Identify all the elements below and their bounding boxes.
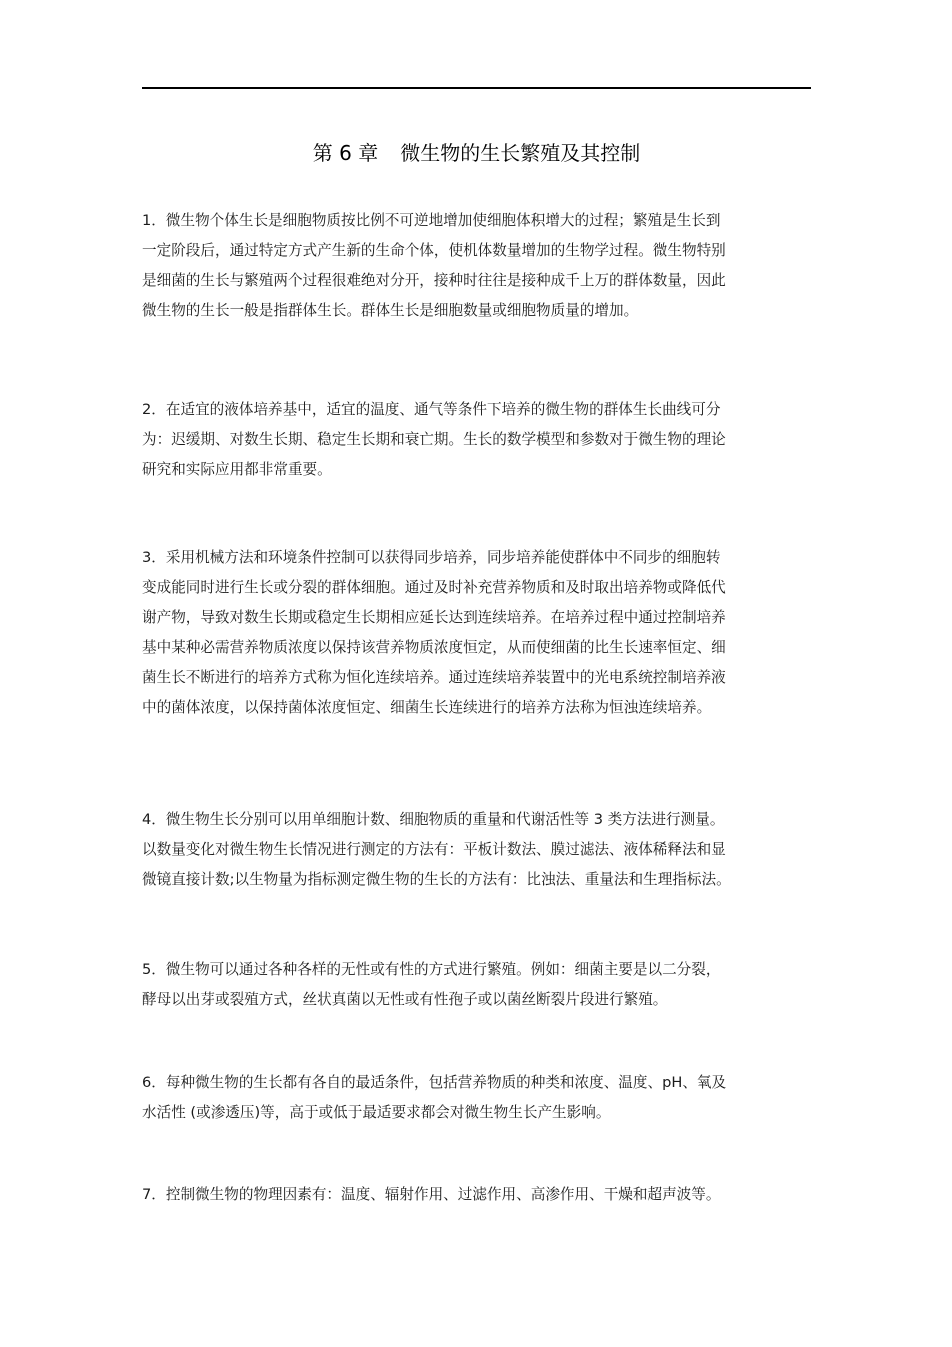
paragraph-6 bbox=[142, 1068, 812, 1128]
paragraph-line: 研究和实际应用都非常重要。 bbox=[142, 461, 332, 478]
paragraph-line: 酵母以出芽或裂殖方式，丝状真菌以无性或有性孢子或以菌丝断裂片段进行繁殖。 bbox=[142, 991, 668, 1008]
paragraph-line: 微生物可以通过各种各样的无性或有性的方式进行繁殖。例如：细菌主要是以二分裂， bbox=[165, 961, 721, 978]
paragraph-number: 7． bbox=[142, 1186, 166, 1203]
paragraph-4 bbox=[142, 805, 812, 895]
paragraph-3 bbox=[142, 543, 812, 723]
chapter-title bbox=[142, 137, 811, 169]
paragraph-line: 微镜直接计数;以生物量为指标测定微生物的生长的方法有：比浊法、重量法和生理指标法。 bbox=[142, 871, 731, 888]
paragraph-line: 微生物生长分别可以用单细胞计数、细胞物质的重量和代谢活性等 3 类方法进行测量。 bbox=[165, 811, 725, 828]
paragraph-number: 3． bbox=[142, 549, 166, 566]
paragraph-number: 5． bbox=[142, 961, 166, 978]
paragraph-line: 中的菌体浓度，以保持菌体浓度恒定、细菌生长连续进行的培养方法称为恒浊连续培养。 bbox=[142, 699, 712, 716]
paragraph-7 bbox=[142, 1180, 812, 1210]
header-rule bbox=[142, 87, 811, 89]
chapter-title-text: 微生物的生长繁殖及其控制 bbox=[400, 141, 641, 166]
paragraph-line: 在适宜的液体培养基中，适宜的温度、通气等条件下培养的微生物的群体生长曲线可分 bbox=[165, 401, 721, 418]
paragraph-line: 变成能同时进行生长或分裂的群体细胞。通过及时补充营养物质和及时取出培养物或降低代 bbox=[142, 579, 726, 596]
paragraph-line: 谢产物，导致对数生长期或稳定生长期相应延长达到连续培养。在培养过程中通过控制培养 bbox=[142, 609, 726, 626]
paragraph-line: 每种微生物的生长都有各自的最适条件，包括营养物质的种类和浓度、温度、pH、氧及 bbox=[165, 1074, 727, 1091]
paragraph-line: 菌生长不断进行的培养方式称为恒化连续培养。通过连续培养装置中的光电系统控制培养液 bbox=[142, 669, 726, 686]
paragraph-line: 以数量变化对微生物生长情况进行测定的方法有：平板计数法、膜过滤法、液体稀释法和显 bbox=[142, 841, 726, 858]
paragraph-line: 控制微生物的物理因素有：温度、辐射作用、过滤作用、高渗作用、干燥和超声波等。 bbox=[165, 1186, 721, 1203]
paragraph-1 bbox=[142, 206, 812, 326]
paragraph-number: 4． bbox=[142, 811, 166, 828]
paragraph-line: 微生物个体生长是细胞物质按比例不可逆地增加使细胞体积增大的过程；繁殖是生长到 bbox=[165, 212, 721, 229]
paragraph-line: 为：迟缓期、对数生长期、稳定生长期和衰亡期。生长的数学模型和参数对于微生物的理论 bbox=[142, 431, 726, 448]
paragraph-line: 基中某种必需营养物质浓度以保持该营养物质浓度恒定，从而使细菌的比生长速率恒定、细 bbox=[142, 639, 726, 656]
paragraph-number: 6． bbox=[142, 1074, 166, 1091]
paragraph-5 bbox=[142, 955, 812, 1015]
paragraph-line: 是细菌的生长与繁殖两个过程很难绝对分开，接种时往往是接种成千上万的群体数量，因此 bbox=[142, 272, 726, 289]
paragraph-2 bbox=[142, 395, 812, 485]
paragraph-line: 水活性 (或渗透压)等，高于或低于最适要求都会对微生物生长产生影响。 bbox=[142, 1104, 611, 1121]
paragraph-line: 采用机械方法和环境条件控制可以获得同步培养，同步培养能使群体中不同步的细胞转 bbox=[165, 549, 721, 566]
paragraph-line: 一定阶段后，通过特定方式产生新的生命个体，使机体数量增加的生物学过程。微生物特别 bbox=[142, 242, 726, 259]
chapter-label: 第 6 章 bbox=[312, 141, 379, 166]
paragraph-number: 1． bbox=[142, 212, 166, 229]
paragraph-number: 2． bbox=[142, 401, 166, 418]
paragraph-line: 微生物的生长一般是指群体生长。群体生长是细胞数量或细胞物质量的增加。 bbox=[142, 302, 639, 319]
